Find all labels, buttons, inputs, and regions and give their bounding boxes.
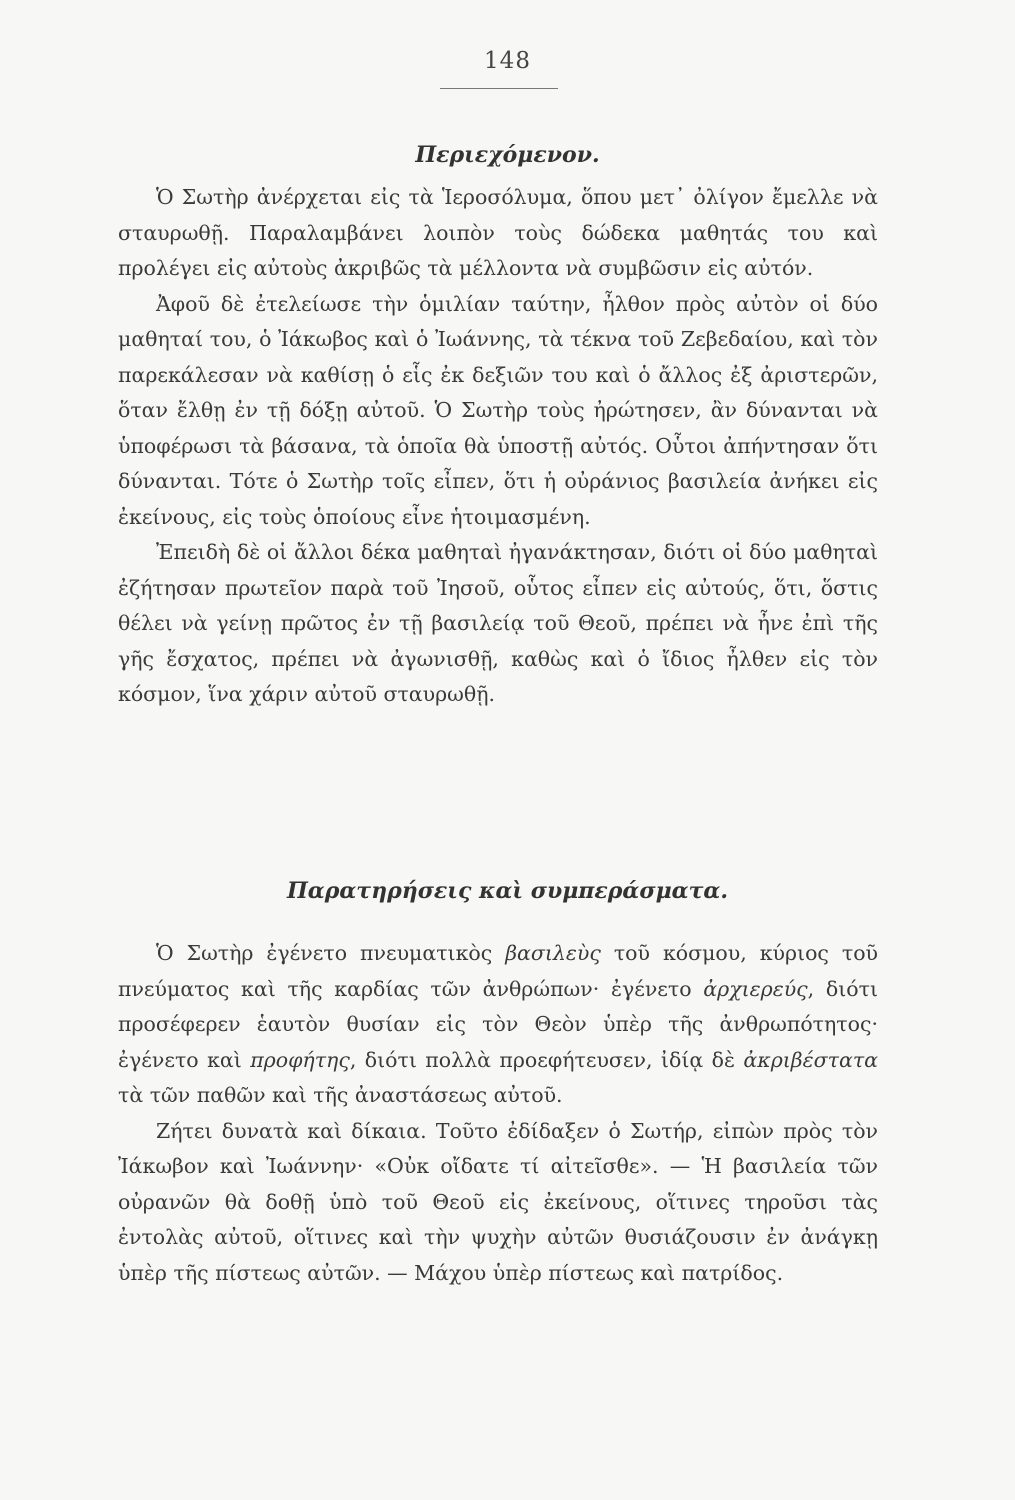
emphasis-most-accurately: ἀκριβέστατα [743, 1047, 878, 1072]
page-number: 148 [484, 48, 531, 74]
contents-paragraph-3: Ἐπειδὴ δὲ οἱ ἄλλοι δέκα μαθηταὶ ἠγανάκτησαν, διότι οἱ δύο μαθηταὶ ἐζήτησαν πρωτεῖον παρὰ τοῦ Ἰησοῦ, οὗτος εἶπεν εἰς αὐτούς, ὅτι, ὅστις θέλει νὰ γείνῃ πρῶτος ἐν τῇ βασιλείᾳ τοῦ Θεοῦ, πρέπει νὰ ἦνε ἐπὶ τῆς γῆς ἔσχατος, πρέπει νὰ ἀγωνισθῇ, καθὼς καὶ ὁ ἴδιος ἦλθεν εἰς τὸν κόσμον, ἵνα χάριν αὐτοῦ σταυρωθῇ. [118, 540, 878, 706]
text-run: , διότι πολλὰ προεφήτευσεν, ἰδίᾳ δὲ [349, 1047, 744, 1072]
contents-paragraph-2: Ἀφοῦ δὲ ἐτελείωσε τὴν ὁμιλίαν ταύτην, ἦλθον πρὸς αὐτὸν οἱ δύο μαθηταί του, ὁ Ἰάκωβος καὶ ὁ Ἰωάννης, τὰ τέκνα τοῦ Ζεβεδαίου, καὶ τὸν παρεκάλεσαν νὰ καθίσῃ ὁ εἷς ἐκ δεξιῶν του καὶ ὁ ἄλλος ἐξ ἀριστερῶν, ὅταν ἔλθῃ ἐν τῇ δόξῃ αὐτοῦ. Ὁ Σωτὴρ τοὺς ἠρώτησεν, ἂν δύνανται νὰ ὑποφέρωσι τὰ βάσανα, τὰ ὁποῖα θὰ ὑποστῇ αὐτός. Οὗτοι ἀπήντησαν ὅτι δύνανται. Τότε ὁ Σωτὴρ τοῖς εἶπεν, ὅτι ἡ οὐράνιος βασιλεία ἀνήκει εἰς ἐκείνους, εἰς τοὺς ὁποίους εἶνε ἡτοιμασμένη. [118, 291, 878, 529]
text-run: Ὁ Σωτὴρ ἐγένετο πνευματικὸς [156, 941, 506, 965]
header-rule [440, 88, 558, 89]
emphasis-prophet: προφήτης [250, 1047, 350, 1072]
contents-body [118, 180, 878, 713]
contents-paragraph-1: Ὁ Σωτὴρ ἀνέρχεται εἰς τὰ Ἱεροσόλυμα, ὅπου μετ᾽ ὀλίγον ἔμελλε νὰ σταυρωθῇ. Παραλαμβάνει λοιπὸν τοὺς δώδεκα μαθητάς του καὶ προλέγει εἰς αὐτοὺς ἀκριβῶς τὰ μέλλοντα νὰ συμβῶσιν εἰς αὐτόν. [118, 185, 878, 280]
section-heading-observations: Παρατηρήσεις καὶ συμπεράσματα. [287, 878, 728, 904]
section-heading-contents: Περιεχόμενον. [415, 142, 600, 168]
emphasis-king: βασιλεὺς [505, 941, 601, 965]
observations-paragraph-2: Ζήτει δυνατὰ καὶ δίκαια. Τοῦτο ἐδίδαξεν ὁ Σωτήρ, εἰπὼν πρὸς τὸν Ἰάκωβον καὶ Ἰωάννην· «Οὐκ οἴδατε τί αἰτεῖσθε». — Ἡ βασιλεία τῶν οὐρανῶν θὰ δοθῇ ὑπὸ τοῦ Θεοῦ εἰς ἐκείνους, οἵτινες τηροῦσι τὰς ἐντολὰς αὐτοῦ, οἵτινες καὶ τὴν ψυχὴν αὐτῶν θυσιάζουσιν ἐν ἀνάγκῃ ὑπὲρ τῆς πίστεως αὐτῶν. — Μάχου ὑπὲρ πίστεως καὶ πατρίδος. [118, 1118, 878, 1285]
text-run: τὰ τῶν παθῶν καὶ τῆς ἀναστάσεως αὐτοῦ. [118, 1083, 563, 1107]
emphasis-high-priest: ἀρχιερεύς [703, 976, 808, 1001]
observations-paragraph-1 [118, 936, 878, 1114]
text-run: τοῦ κόσμου, κύριος τοῦ πνεύματος καὶ τῆς καρδίας τῶν ἀνθρώπων· ἐγένετο [118, 941, 878, 1001]
observations-body [118, 936, 878, 1291]
text-run: , διότι προσέφερεν ἑαυτὸν θυσίαν εἰς τὸν Θεὸν ὑπὲρ τῆς ἀνθρωπότητος· ἐγένετο καὶ [118, 976, 878, 1072]
